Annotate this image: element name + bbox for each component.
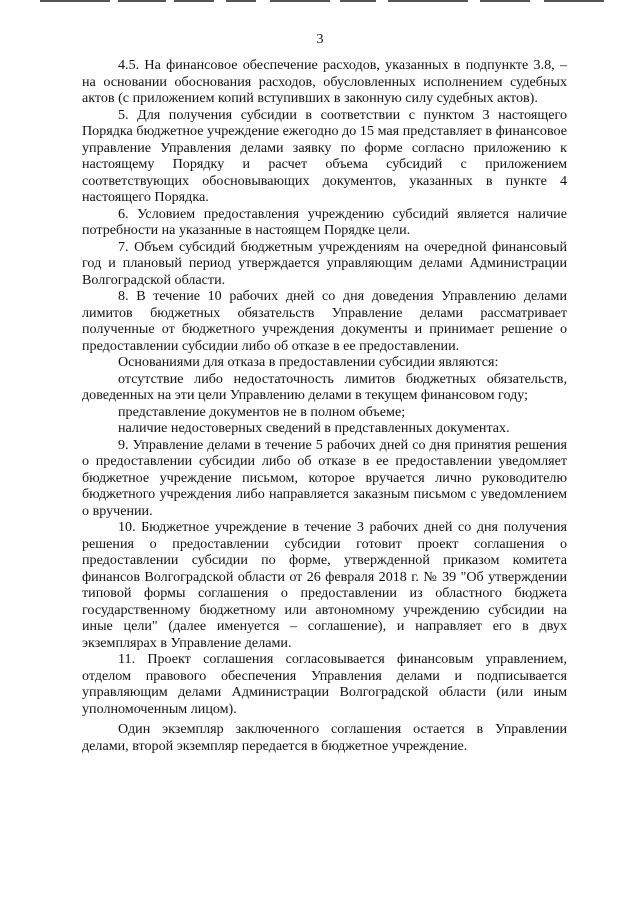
page-number: 3 <box>316 32 324 47</box>
scan-top-marks <box>0 0 640 6</box>
paragraph-10: 10. Бюджетное учреждение в течение 3 рабочих дней со дня получения решения о предоставлении субсидии готовит проект соглашения о предоставлении субсидии по форме, утвержденной приказом комитета финансов Волгоградской области от 26 февраля 2018 г. № 39 "Об утверждении типовой формы соглашения о предоставлении из областного бюджета государственному бюджетному или автономному учреждению субсидии на иные цели" (далее именуется – соглашение), и направляет его в двух экземплярах в Управление делами. <box>82 519 567 651</box>
paragraph-5: 5. Для получения субсидии в соответствии с пунктом 3 настоящего Порядка бюджетное учреждение ежегодно до 15 мая представляет в финансовое управление Управления делами заявку по форме согласно приложению к настоящему Порядку и расчет объема субсидий с приложением соответствующих обосновывающих документов, указанных в пункте 4 настоящего Порядка. <box>82 106 567 205</box>
refusal-ground-1: отсутствие либо недостаточность лимитов бюджетных обязательств, доведенных на эти цели Управлению делами в текущем финансовом году; <box>82 370 567 403</box>
paragraph-6: 6. Условием предоставления учреждению субсидий является наличие потребности на указанные в настоящем Порядке цели. <box>82 205 567 238</box>
refusal-ground-2: представление документов не в полном объеме; <box>118 403 406 420</box>
paragraph-9: 9. Управление делами в течение 5 рабочих дней со дня принятия решения о предоставлении субсидии либо об отказе в ее предоставлении уведомляет бюджетное учреждение письмом, которое вручается лично руководителю бюджетного учреждения либо направляется заказным письмом с уведомлением о вручении. <box>82 436 567 519</box>
paragraph-4-5: 4.5. На финансовое обеспечение расходов, указанных в подпункте 3.8, – на основании обоснования расходов, обусловленных исполнением судебных актов (с приложением копий вступивших в законную силу судебных актов). <box>82 57 567 106</box>
paragraph-7: 7. Объем субсидий бюджетным учреждениям на очередной финансовый год и плановый период утверждается управляющим делами Администрации Волгоградской области. <box>82 238 567 288</box>
paragraph-final: Один экземпляр заключенного соглашения остается в Управлении делами, второй экземпляр передается в бюджетное учреждение. <box>82 721 567 754</box>
paragraph-8: 8. В течение 10 рабочих дней со дня доведения Управлению делами лимитов бюджетных обязательств Управление делами рассматривает полученные от бюджетного учреждения документы и принимает решение о предоставлении субсидии либо об отказе в ее предоставлении. <box>82 288 567 354</box>
refusal-ground-3: наличие недостоверных сведений в представленных документах. <box>118 420 510 436</box>
document-body <box>82 57 567 754</box>
refusal-grounds-heading: Основаниями для отказа в предоставлении субсидии являются: <box>118 354 499 370</box>
paragraph-11: 11. Проект соглашения согласовывается финансовым управлением, отделом правового обеспечения Управления делами и подписывается управляющим делами Администрации Волгоградской области (или иным уполномоченным лицом). <box>82 651 567 717</box>
